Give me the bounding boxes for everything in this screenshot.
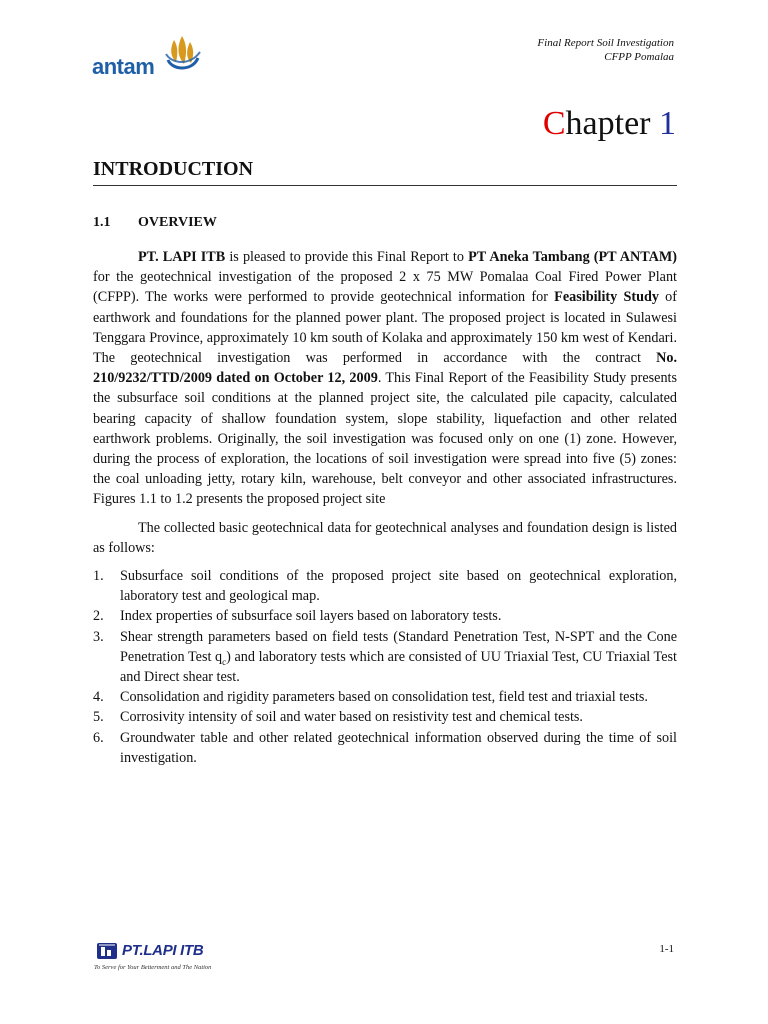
paragraph-overview <box>93 247 677 510</box>
list-text: Consolidation and rigidity parameters based on consolidation test, field test and triaxial tests. <box>120 689 648 706</box>
text-run: . This Final Report of the Feasibility Study presents the subsurface soil conditions at the planned project site, the calculated pile capacity, calculated bearing capacity of shallow foundation system, slope stability, liquefaction and other related earthwork problems. Originally, the soil investigation was focused only on one (1) zone. However, during the process of exploration, the locations of soil investigation were spread into five (5) zones: the coal unloading jetty, rotary kiln, warehouse, belt conveyor and other associated infrastructures. Figures 1.1 to 1.2 presents the proposed project site <box>93 370 678 508</box>
list-number: 1. <box>93 568 104 585</box>
bold-client: PT Aneka Tambang (PT ANTAM) <box>468 249 677 265</box>
chapter-initial: C <box>542 105 566 142</box>
text-run: is pleased to provide this Final Report to <box>225 249 469 265</box>
list-number: 2. <box>93 608 104 625</box>
lapi-tagline: To Serve for Your Betterment and The Nation <box>94 964 212 971</box>
lapi-emblem-icon <box>96 941 118 961</box>
list-item <box>93 606 677 626</box>
introduction-heading: INTRODUCTION <box>93 158 677 186</box>
subscript-c: c <box>222 656 227 667</box>
list-number: 5. <box>93 709 104 726</box>
list-item <box>93 627 677 688</box>
data-list <box>93 566 677 768</box>
list-number: 6. <box>93 729 104 746</box>
section-heading <box>93 215 217 231</box>
list-text: ) and laboratory tests which are consisted of UU Triaxial Test, CU Triaxial Test and Direct shear test. <box>120 648 677 686</box>
antam-logo <box>92 34 202 80</box>
section-title: OVERVIEW <box>138 215 217 230</box>
list-item <box>93 728 677 768</box>
list-text: Corrosivity intensity of soil and water based on resistivity test and chemical tests. <box>120 709 583 726</box>
list-item <box>93 707 677 727</box>
report-title: Final Report Soil Investigation <box>537 37 674 49</box>
lapi-company-name: PT.LAPI ITB <box>122 942 204 959</box>
chapter-word: hapter <box>565 105 659 142</box>
list-item <box>93 687 677 707</box>
text-run: for the geotechnical investigation of the proposed 2 x 75 MW Pomalaa Coal Fired Power Plant (CFPP). The works were performed to provide geotechnical information for <box>93 269 677 306</box>
bold-study: Feasibility Study <box>554 289 659 306</box>
bold-company: PT. LAPI ITB <box>138 249 226 265</box>
list-number: 4. <box>93 689 104 706</box>
chapter-title <box>543 102 676 146</box>
antam-logo-text: antam <box>92 54 155 79</box>
list-number: 3. <box>93 628 104 645</box>
report-header <box>537 36 674 64</box>
bold-contract: No. 210/9232/TTD/2009 dated on October 12, 2009 <box>93 350 677 387</box>
section-number: 1.1 <box>93 215 111 230</box>
list-text: Shear strength parameters based on field tests (Standard Penetration Test, N-SPT and the Cone Penetration Test q <box>120 628 677 665</box>
page-number: 1-1 <box>659 943 674 955</box>
list-text: Groundwater table and other related geotechnical information observed during the time of soil investigation. <box>120 729 677 766</box>
body-text <box>93 247 677 768</box>
lapi-itb-logo <box>92 940 222 976</box>
list-text: Index properties of subsurface soil layers based on laboratory tests. <box>120 608 502 625</box>
chapter-number: 1 <box>659 105 676 142</box>
report-subtitle: CFPP Pomalaa <box>604 51 674 63</box>
list-text: Subsurface soil conditions of the proposed project site based on geotechnical exploration, laboratory test and geological map. <box>120 568 677 605</box>
list-item <box>93 566 677 606</box>
text-run: of earthwork and foundations for the planned power plant. The proposed project is located in Sulawesi Tenggara Province, approximately 10 km south of Kolaka and approximately 150 km west of Kendari. The geotechnical investigation was performed in accordance with the contract <box>93 289 678 367</box>
antam-emblem-icon <box>166 36 200 68</box>
paragraph-data-intro: The collected basic geotechnical data for geotechnical analyses and foundation design is listed as follows: <box>93 519 677 556</box>
